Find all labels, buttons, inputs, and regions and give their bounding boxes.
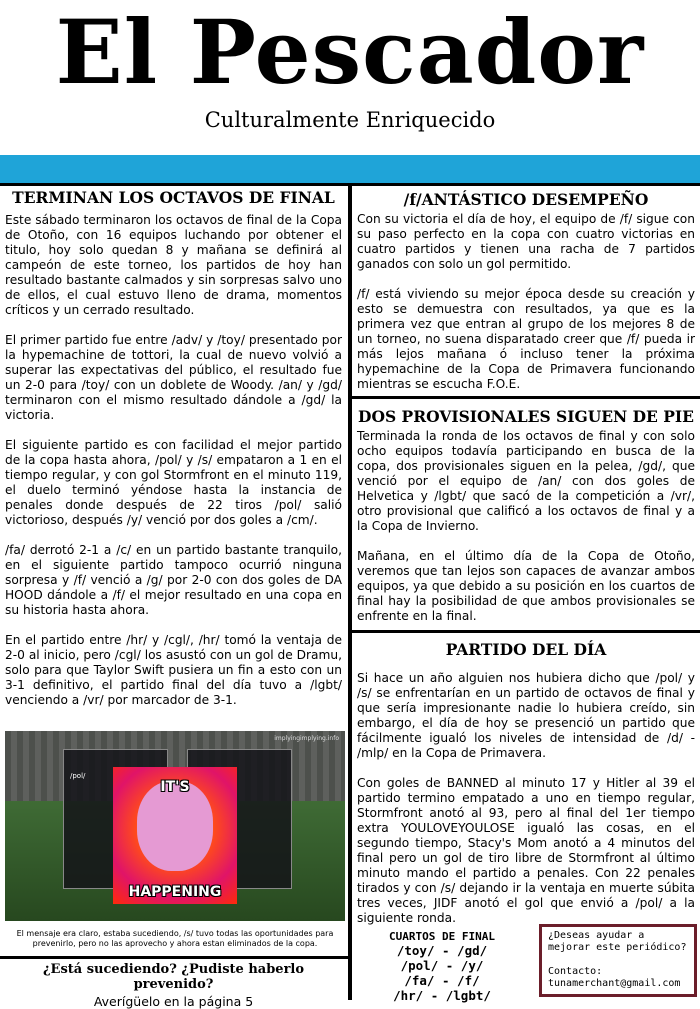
masthead (0, 0, 700, 155)
meme-text-top: IT'S (160, 779, 190, 795)
header-color-band (0, 155, 700, 183)
article-paragraph: /f/ está viviendo su mejor época desde su creación y esto se demuestra con resultados, ya que es la primera vez que entran al grupo de los mejores 8 de un torneo, no suena disparatado creer que /f/ pueda ir más lejos mañana ó incluso tener la próxima hypemachine de la Copa de Primavera funcionando mientras se escucha F.O.E. (357, 287, 695, 391)
happening-photo (5, 731, 345, 921)
teaser-page-pointer: Averígüelo en la página 5 (93, 994, 254, 1009)
teaser-box (5, 962, 342, 1009)
article-paragraph: Con su victoria el día de hoy, el equipo de /f/ sigue con su paso perfecto en la copa con cuatro victorias en cuatro partidos y tienen una racha de 7 partidos ganados con solo un gol permitido. (357, 212, 695, 271)
article-paragraph: Mañana, en el último día de la Copa de Otoño, veremos que tan lejos son capaces de avanzar ambos equipos, ya que debido a su posición en los cuartos de final hay la posibilidad de que ambos provisionales se enfrente en la final. (357, 549, 695, 623)
team-label-left: /pol/ (70, 772, 86, 780)
article-paragraph: En el partido entre /hr/ y /cgl/, /hr/ tomó la ventaja de 2-0 al inicio, pero /cgl/ los asustó con un gol de Dramu, solo para que Taylor Swift pusiera un fin a esto con un 3-1 definitivo, el partido final del día tuvo a /lgbt/ venciendo a /vr/ por marcador de 3-1. (5, 633, 342, 707)
article-paragraph: Si hace un año alguien nos hubiera dicho que /pol/ y /s/ se enfrentarían en un partido de octavos de final y que sería impresionante nadie lo hubiera creído, sin embargo, el día de hoy se presenció un partido que fácilmente igualó los niveles de intensidad de /d/ - /mlp/ en la Copa de Primavera. (357, 671, 695, 760)
section-divider (352, 630, 700, 633)
article-paragraph: El primer partido fue entre /adv/ y /toy/ presentado por la hypemachine de tottori, la cual de nuevo volvió a superar las expectativas del público, el resultado fue un 2-0 para /toy/ con un doblete de Woody. /an/ y /gd/ terminaron con el mismo resultado dándole a /gd/ la victoria. (5, 333, 342, 422)
quarterfinal-match: /toy/ - /gd/ (396, 943, 488, 958)
article-headline: PARTIDO DEL DÍA (445, 640, 607, 659)
article-f-desempeno (357, 190, 695, 392)
article-headline: DOS PROVISIONALES SIGUEN DE PIE (358, 407, 694, 426)
quarterfinal-match: /fa/ - /f/ (404, 973, 480, 988)
photo-watermark: implyingimplying.info (274, 735, 339, 742)
article-partido-del-dia (357, 640, 695, 926)
article-provisionales (357, 407, 695, 624)
section-divider (0, 956, 348, 959)
article-body (357, 671, 695, 926)
article-headline: /f/ANTÁSTICO DESEMPEÑO (403, 190, 649, 209)
newspaper-title: El Pescador (55, 0, 645, 104)
quarterfinals-title: CUARTOS DE FINAL (389, 930, 495, 943)
article-paragraph: Con goles de BANNED al minuto 17 y Hitler al 39 el partido termino empatado a uno en tiempo regular, Stormfront anotó al 93, pero al final del 1er tiempo extra YOULOVEYOULOSE igualó las cosas, en el segundo tiempo, Stacy's Mom anotó a 4 minutos del final pero un gol de tiro libre de Stormfront al último minuto mando el partido a penales. Con 22 penales tirados y con /s/ dejando ir la ventaja en muerte súbita tres veces, JIDF anotó el gol que envió a /pol/ a la siguiente ronda. (357, 776, 695, 925)
column-divider (348, 183, 352, 1000)
contact-email: tunamerchant@gmail.com (548, 978, 681, 989)
quarterfinal-match: /hr/ - /lgbt/ (393, 988, 491, 1003)
article-paragraph: Este sábado terminaron los octavos de final de la Copa de Otoño, con 16 equipos luchando por obtener el titulo, hoy solo quedan 8 y mañana se definirá al campeón de este torneo, los partidos de hoy han resultado bastante calmados y sin sorpresas salvo uno de ellos, el cual estuvo lleno de drama, momentos críticos y un cerrado resultado. (5, 213, 342, 317)
photo-caption: El mensaje era claro, estaba sucediendo, /s/ tuvo todas las oportunidades para prevenirlo, pero no las aprovecho y ahora estan eliminados de la copa. (16, 929, 334, 948)
article-paragraph: Terminada la ronda de los octavos de final y con solo ocho equipos todavía participando en busca de la copa, dos provisionales siguen en la pelea, /gd/, que venció por el equipo de /an/ con dos goles de Helvetica y /lgbt/ que sacó de la competición a /vr/, otro provisional que calificó a los octavos de final y a la Copa de Invierno. (357, 429, 695, 533)
article-paragraph: /fa/ derrotó 2-1 a /c/ en un partido bastante tranquilo, en el siguiente partido tampoco ocurrió ninguna sorpresa y /f/ venció a /g/ por 2-0 con dos goles de DA HOOD dándole a /f/ el mejor resultado en una copa en su historia hasta ahora. (5, 543, 342, 617)
quarterfinals-box (357, 930, 527, 1003)
article-body (357, 212, 695, 392)
newspaper-subtitle: Culturalmente Enriquecido (204, 108, 496, 132)
help-line: ¿Deseas ayudar a (548, 930, 645, 941)
help-line: mejorar este periódico? (548, 942, 687, 953)
contact-label: Contacto: (548, 966, 603, 977)
article-body (357, 429, 695, 624)
article-octavos (5, 188, 342, 708)
quarterfinal-match: /pol/ - /y/ (400, 958, 484, 973)
contact-box (539, 924, 697, 997)
article-headline: TERMINAN LOS OCTAVOS DE FINAL (12, 188, 335, 207)
meme-text-bottom: HAPPENING (128, 884, 222, 900)
section-divider (352, 396, 700, 399)
left-top-rule (0, 183, 348, 186)
right-top-rule (352, 183, 700, 186)
article-paragraph: El siguiente partido es con facilidad el mejor partido de la copa hasta ahora, /pol/ y /s/ empataron a 1 en el tiempo regular, y con gol Stormfront en el minuto 119, el duelo terminó yéndose hasta la instancia de penales donde después de 22 tiros /pol/ salió victorioso, después /y/ venció por dos goles a /cm/. (5, 438, 342, 527)
teaser-question: ¿Está sucediendo? ¿Pudiste haberlo prevenido? (42, 962, 305, 992)
article-body (5, 213, 342, 708)
